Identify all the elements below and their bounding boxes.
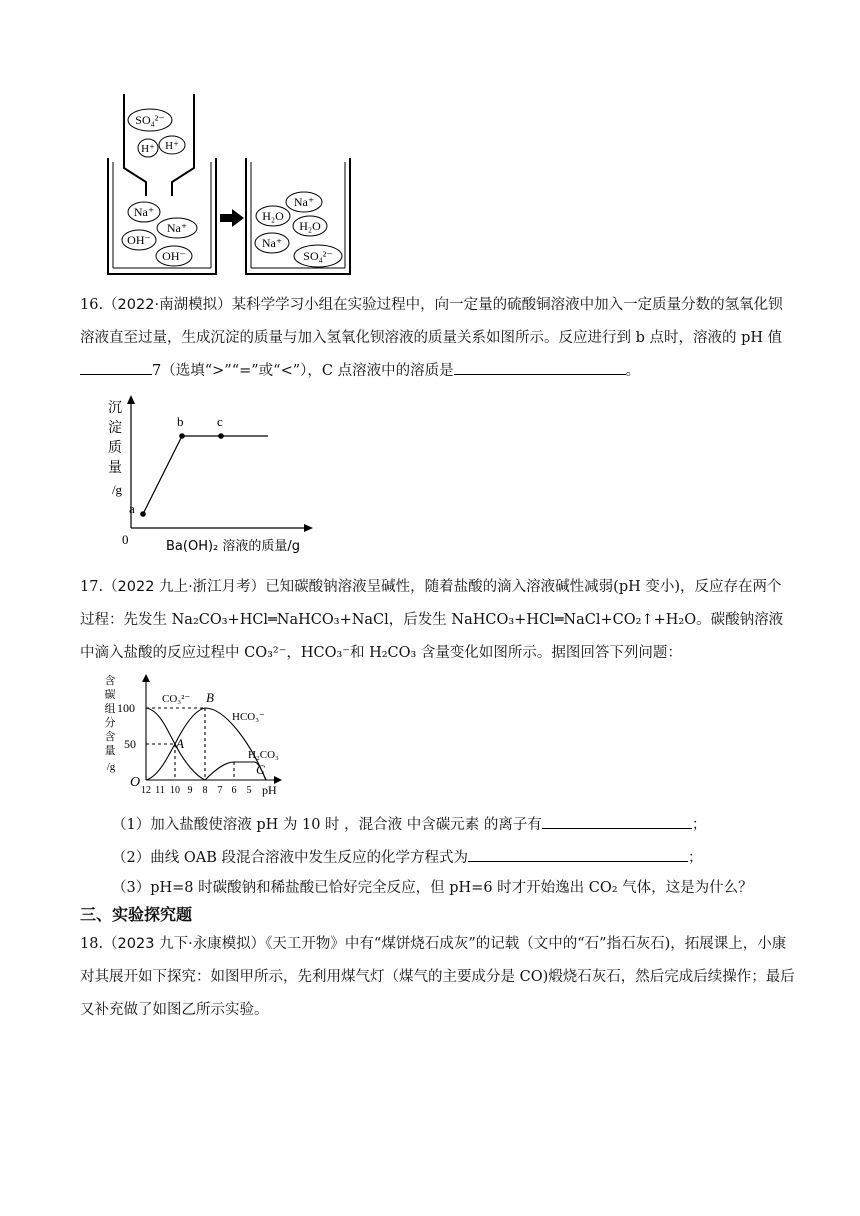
origin-label: O (130, 775, 141, 790)
point-label-a: A (176, 736, 184, 751)
question-source: （2022 九上·浙江月考） (103, 579, 266, 595)
question-16: 16.（2022·南湖模拟）某科学学习小组在实验过程中，向一定量的硫酸铜溶液中加入一定质量分数的氢氧化钡溶液直至过量，生成沉淀的质量与加入氢氧化钡溶液的质量关系如图所示。反应进行到 b 点时，溶液的 pH 值7（选填“>”“=”或“<”），C 点溶液中的溶质是 。 (80, 297, 783, 379)
point-a (140, 511, 146, 517)
question-source: （2022·南湖模拟） (103, 297, 232, 313)
answer-blank-ph[interactable] (80, 358, 152, 375)
ion-label: Na⁺ (261, 236, 283, 250)
sub-question-text: （2）曲线 OAB 段混合溶液中发生反应的化学方程式为 (112, 850, 468, 866)
sub-question-2 (112, 845, 702, 869)
question-text: 已知碳酸钠溶液呈碱性，随着盐酸的滴入溶液碱性减弱(pH 变小)，反应存在两个过程：先发生 Na₂CO₃+HCl═NaHCO₃+NaCl，后发生 NaHCO₃+HCl═NaCl+CO₂↑+H₂O。碳酸钠溶液中滴入盐酸的反应过程中 CO₃²⁻，HCO₃⁻和 H₂CO₃ 含量变化如图所示。据图回答下列问题： (80, 579, 784, 661)
section-heading: 三、实验探究题 (80, 905, 193, 924)
curve-label-h2co3: H₂CO₃ (248, 749, 279, 761)
ion-label: H⁺ (165, 140, 179, 152)
question-text: 7（选填“>”“=”或“<”），C 点溶液中的溶质是 (152, 363, 454, 379)
point-label-c: C (256, 762, 265, 777)
x-tick-label: 10 (170, 785, 180, 796)
curve-label-hco3: HCO₃⁻ (232, 711, 265, 723)
origin-label: 0 (122, 532, 129, 547)
x-tick-label: 6 (231, 785, 237, 796)
x-tick-label: 7 (217, 785, 223, 796)
y-tick-label: 50 (124, 737, 136, 751)
x-tick-label: 8 (202, 785, 208, 796)
y-axis-label-char: 量 (108, 461, 122, 476)
ion-label: Na⁺ (166, 221, 188, 235)
question-18: 18.（2023 九下·永康模拟）《天工开物》中有“煤饼烧石成灰”的记载（文中的“石”指石灰石)，拓展课上，小康对其展开如下探究：如图甲所示，先利用煤气灯（煤气的主要成分是 CO)煅烧石灰石，然后完成后续操作；最后又补充做了如图乙所示实验。 (80, 936, 795, 1018)
ion-label: Na⁺ (133, 205, 155, 219)
y-axis-label-char: 含 (104, 675, 116, 687)
point-label-a: a (129, 501, 135, 516)
question-17: 17.（2022 九上·浙江月考）已知碳酸钠溶液呈碱性，随着盐酸的滴入溶液碱性减弱(pH 变小)，反应存在两个过程：先发生 Na₂CO₃+HCl═NaHCO₃+NaCl，后发生 NaHCO₃+HCl═NaCl+CO₂↑+H₂O。碳酸钠溶液中滴入盐酸的反应过程中 CO₃²⁻，HCO₃⁻和 H₂CO₃ 含量变化如图所示。据图回答下列问题： (80, 579, 784, 661)
answer-blank-ions[interactable] (542, 812, 692, 829)
answer-blank-solute[interactable] (454, 358, 626, 375)
point-label-b: b (177, 414, 184, 429)
sub-question-text: ； (687, 850, 703, 866)
beaker-diagram (0, 0, 860, 290)
ion-label: OH⁻ (127, 233, 151, 247)
y-axis-label-char: 碳 (104, 689, 116, 701)
point-label-b: B (206, 690, 214, 705)
ion-label: SO₄²⁻ (135, 113, 165, 127)
y-axis-label-char: /g (111, 482, 123, 497)
question-text: 。 (625, 363, 641, 379)
sub-question-text: （1）加入盐酸使溶液 pH 为 10 时 ，混合液 中含碳元素 的离子有 (112, 817, 542, 833)
question-text: 某科学学习小组在实验过程中，向一定量的硫酸铜溶液中加入一定质量分数的氢氧化钡溶液直至过量，生成沉淀的质量与加入氢氧化钡溶液的质量关系如图所示。反应进行到 b 点时，溶液的 pH 值 (80, 297, 783, 346)
sub-question-text: ； (691, 817, 707, 833)
y-axis-label-char: 含 (104, 731, 116, 743)
y-axis-label-char: 质 (108, 441, 122, 456)
x-axis-arrow (304, 524, 313, 532)
ion-label: Na⁺ (293, 195, 315, 209)
curve-label-co3: CO₃²⁻ (162, 693, 191, 705)
y-axis-label-char: /g (106, 761, 116, 773)
sub-question-3 (112, 877, 753, 899)
y-axis-label-char: 淀 (108, 421, 122, 436)
sub-question-text: （3）pH=8 时碳酸钠和稀盐酸已恰好完全反应，但 pH=6 时才开始逸出 CO₂ 气体，这是为什么？ (112, 880, 753, 896)
answer-blank-equation[interactable] (468, 845, 688, 862)
sub-question-1 (112, 812, 706, 836)
y-axis-arrow (142, 674, 150, 682)
question-number: 17 (80, 579, 99, 595)
point-label-c: c (217, 414, 223, 429)
x-tick-label: 12 (141, 785, 151, 796)
carbon-species-chart (0, 672, 860, 802)
x-axis-label: Ba(OH)₂ 溶液的质量/g (166, 539, 301, 554)
x-tick-label: 5 (246, 785, 252, 796)
y-axis-arrow (127, 395, 135, 404)
precipitate-chart (0, 392, 860, 562)
arrow-icon (220, 209, 244, 227)
ion-label: OH⁻ (162, 249, 186, 263)
ion-label: H₂O (299, 219, 321, 233)
precipitate-line (143, 436, 268, 514)
ion-label: SO₄²⁻ (303, 249, 333, 263)
question-text: 《天工开物》中有“煤饼烧石成灰”的记载（文中的“石”指石灰石)，拓展课上，小康对其展开如下探究：如图甲所示，先利用煤气灯（煤气的主要成分是 CO)煅烧石灰石，然后完成后续操作；最后又补充做了如图乙所示实验。 (80, 936, 795, 1018)
y-axis-label-char: 沉 (108, 401, 122, 416)
ion-label: H⁺ (141, 143, 155, 155)
y-tick-label: 100 (117, 701, 135, 715)
question-number: 16 (80, 297, 99, 313)
y-axis-label-char: 量 (104, 745, 116, 757)
ion-label: H₂O (262, 209, 284, 223)
question-source: （2023 九下·永康模拟） (103, 936, 266, 952)
y-axis-label-char: 分 (104, 717, 116, 729)
point-b (179, 433, 185, 439)
x-tick-label: 11 (155, 785, 165, 796)
y-axis-label-char: 组 (104, 703, 116, 715)
point-c (218, 433, 224, 439)
question-number: 18 (80, 936, 99, 952)
x-tick-label: 9 (187, 785, 193, 796)
x-axis-label: pH (262, 783, 277, 797)
